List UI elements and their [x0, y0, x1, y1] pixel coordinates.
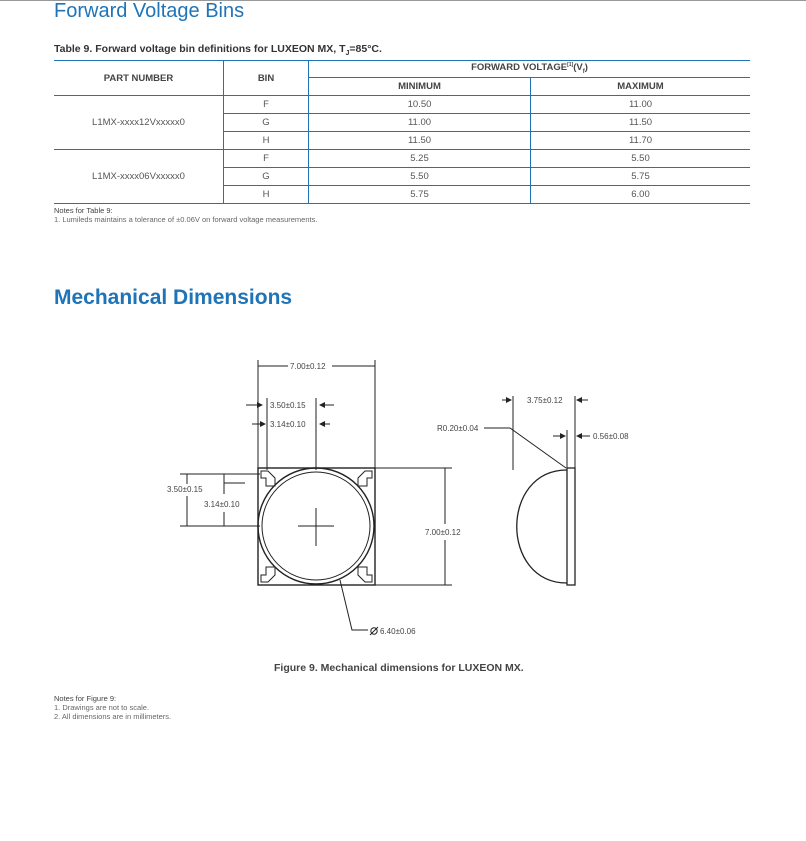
- side-dome: [517, 470, 567, 583]
- dim-0-56-text: 0.56±0.08: [593, 432, 629, 441]
- corner-pad-bl: [261, 567, 275, 582]
- table-caption-text: Table 9. Forward voltage bin definitions for LUXEON MX, T: [54, 43, 346, 55]
- section-title-forward-voltage-bins: Forward Voltage Bins: [54, 0, 245, 22]
- table-caption-end: =85°C.: [349, 43, 382, 55]
- bin-cell: F: [224, 96, 309, 114]
- max-cell: 11.70: [628, 135, 653, 146]
- header-minimum: MINIMUM: [309, 78, 531, 96]
- max-cell: 5.50: [631, 153, 650, 164]
- corner-pad-tl: [261, 471, 275, 486]
- bin-cell: G: [224, 168, 309, 186]
- radius-leader: [484, 428, 566, 468]
- figure-notes: [54, 694, 171, 721]
- table-note-1: 1. Lumileds maintains a tolerance of ±0.06V on forward voltage measurements.: [54, 215, 318, 224]
- section-title-mechanical-dimensions: Mechanical Dimensions: [54, 286, 293, 309]
- bin-cell: F: [224, 150, 309, 168]
- figure-note-1: 1. Drawings are not to scale.: [54, 703, 150, 712]
- diameter-icon: [370, 627, 378, 635]
- side-substrate: [567, 468, 575, 585]
- max-cell: 6.00: [631, 189, 650, 200]
- corner-pad-tr: [358, 471, 372, 486]
- min-cell: 5.25: [309, 150, 531, 168]
- figure-caption: Figure 9. Mechanical dimensions for LUXEON MX.: [274, 662, 524, 674]
- bin-cell: H: [224, 186, 309, 204]
- part-number-cell: L1MX-xxxx06Vxxxxx0: [54, 150, 224, 204]
- header-fv-unit-close: ): [584, 62, 588, 74]
- header-part-number: PART NUMBER: [54, 61, 224, 96]
- diameter-leader: [340, 580, 368, 630]
- table-notes-title: Notes for Table 9:: [54, 206, 113, 215]
- header-bin: BIN: [224, 61, 309, 96]
- min-cell: 5.50: [309, 168, 531, 186]
- header-fv-label: FORWARD VOLTAGE: [471, 62, 568, 74]
- header-maximum: MAXIMUM: [531, 78, 751, 96]
- dim-3-50-top-text: 3.50±0.15: [270, 401, 306, 410]
- part-number-cell: L1MX-xxxx12Vxxxxx0: [54, 96, 224, 150]
- min-cell: 5.75: [309, 186, 531, 204]
- dim-3-75-text: 3.75±0.12: [527, 396, 563, 405]
- header-fv-unit-sub: f: [582, 69, 585, 76]
- min-cell: 11.00: [309, 114, 531, 132]
- max-cell: 11.00: [628, 99, 653, 110]
- min-cell: 11.50: [309, 132, 531, 150]
- min-cell: 10.50: [309, 96, 531, 114]
- dim-diameter-text: 6.40±0.06: [380, 627, 416, 636]
- dim-width-text: 7.00±0.12: [290, 362, 326, 371]
- figure-note-2: 2. All dimensions are in millimeters.: [54, 712, 172, 721]
- dim-height-text: 7.00±0.12: [425, 528, 461, 537]
- dim-3-14-top-text: 3.14±0.10: [270, 420, 306, 429]
- header-fv-note: [1]: [567, 62, 574, 69]
- max-cell: 11.50: [628, 117, 653, 128]
- dim-3-50-left-text: 3.50±0.15: [167, 485, 203, 494]
- dim-3-14-left-text: 3.14±0.10: [204, 500, 240, 509]
- table-caption-sub: J: [345, 50, 350, 58]
- corner-pad-br: [358, 567, 372, 582]
- bin-cell: G: [224, 114, 309, 132]
- max-cell: 5.75: [631, 171, 650, 182]
- header-fv-unit: (V: [573, 62, 583, 74]
- bin-cell: H: [224, 132, 309, 150]
- dim-radius-text: R0.20±0.04: [437, 424, 479, 433]
- figure-notes-title: Notes for Figure 9:: [54, 694, 117, 703]
